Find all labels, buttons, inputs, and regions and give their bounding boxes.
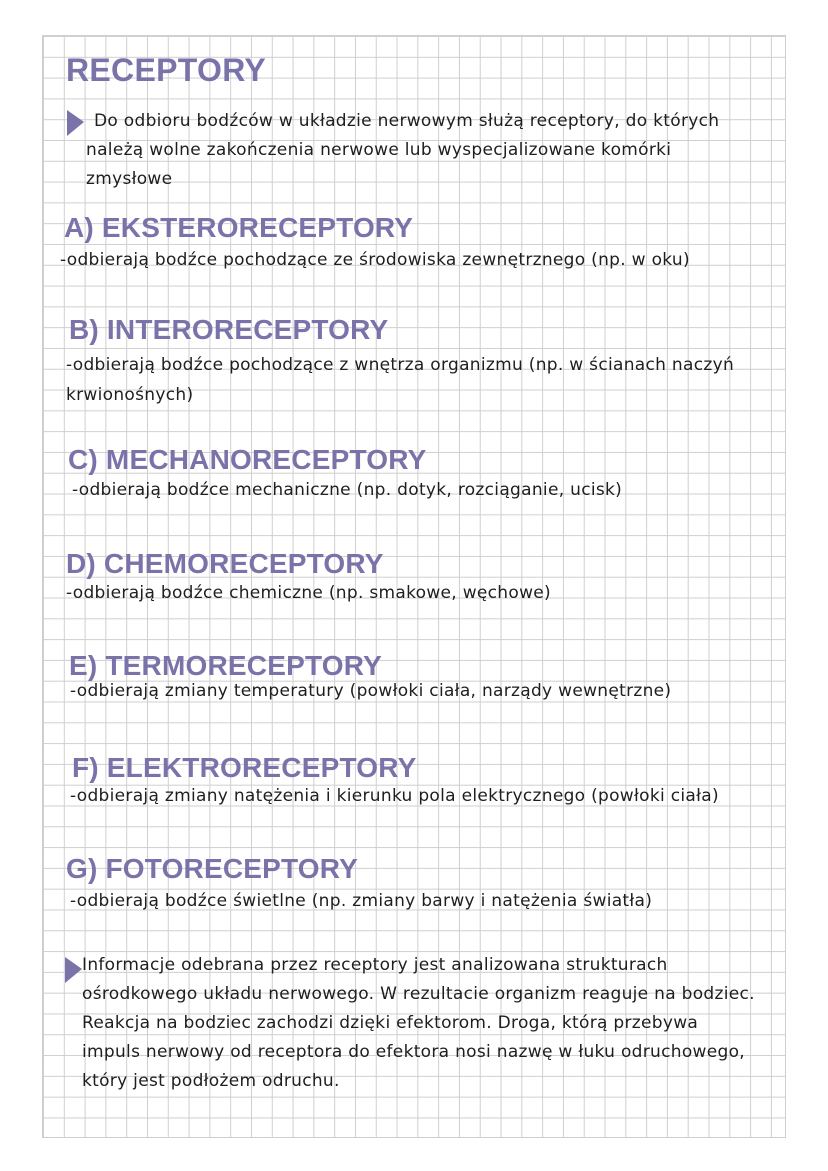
outro-line: Informacje odebrana przez receptory jest analizowana strukturach	[82, 955, 668, 975]
section-heading: E) TERMORECEPTORY	[69, 650, 382, 681]
outro-line: impuls nerwowy od receptora do efektora nosi nazwę w łuku odruchowego,	[82, 1042, 745, 1062]
section-text: -odbierają bodźce pochodzące ze środowiska zewnętrznego (np. w oku)	[60, 250, 690, 270]
section-text: -odbierają bodźce chemiczne (np. smakowe, węchowe)	[66, 583, 551, 603]
section-heading: G) FOTORECEPTORY	[66, 853, 359, 884]
outro-line: Reakcja na bodziec zachodzi dzięki efektorom. Droga, którą przebywa	[82, 1013, 699, 1033]
intro-line: należą wolne zakończenia nerwowe lub wyspecjalizowane komórki	[86, 140, 672, 160]
section-text: -odbierają zmiany temperatury (powłoki ciała, narządy wewnętrzne)	[70, 681, 672, 701]
section-text: krwionośnych)	[66, 385, 194, 405]
intro-line: Do odbioru bodźców w układzie nerwowym służą receptory, do których	[94, 111, 720, 131]
page-title: RECEPTORY	[66, 52, 267, 88]
section-heading: A) EKSTERORECEPTORY	[64, 212, 414, 243]
intro-line: zmysłowe	[86, 169, 173, 189]
section-text: -odbierają bodźce świetlne (np. zmiany barwy i natężenia światła)	[70, 891, 653, 911]
section-heading: D) CHEMORECEPTORY	[66, 548, 384, 579]
outro-line: który jest podłożem odruchu.	[82, 1071, 340, 1091]
section-text: -odbierają zmiany natężenia i kierunku pola elektrycznego (powłoki ciała)	[70, 786, 719, 806]
triangle-marker-icon	[62, 955, 84, 985]
section-text: -odbierają bodźce mechaniczne (np. dotyk, rozciąganie, ucisk)	[72, 480, 623, 500]
section-heading: C) MECHANORECEPTORY	[68, 444, 427, 475]
outro-line: ośrodkowego układu nerwowego. W rezultacie organizm reaguje na bodziec.	[82, 984, 755, 1004]
section-text: -odbierają bodźce pochodzące z wnętrza organizmu (np. w ścianach naczyń	[66, 355, 735, 375]
triangle-marker-icon	[64, 108, 86, 138]
section-heading: B) INTERORECEPTORY	[69, 314, 389, 345]
section-heading: F) ELEKTRORECEPTORY	[72, 752, 417, 783]
